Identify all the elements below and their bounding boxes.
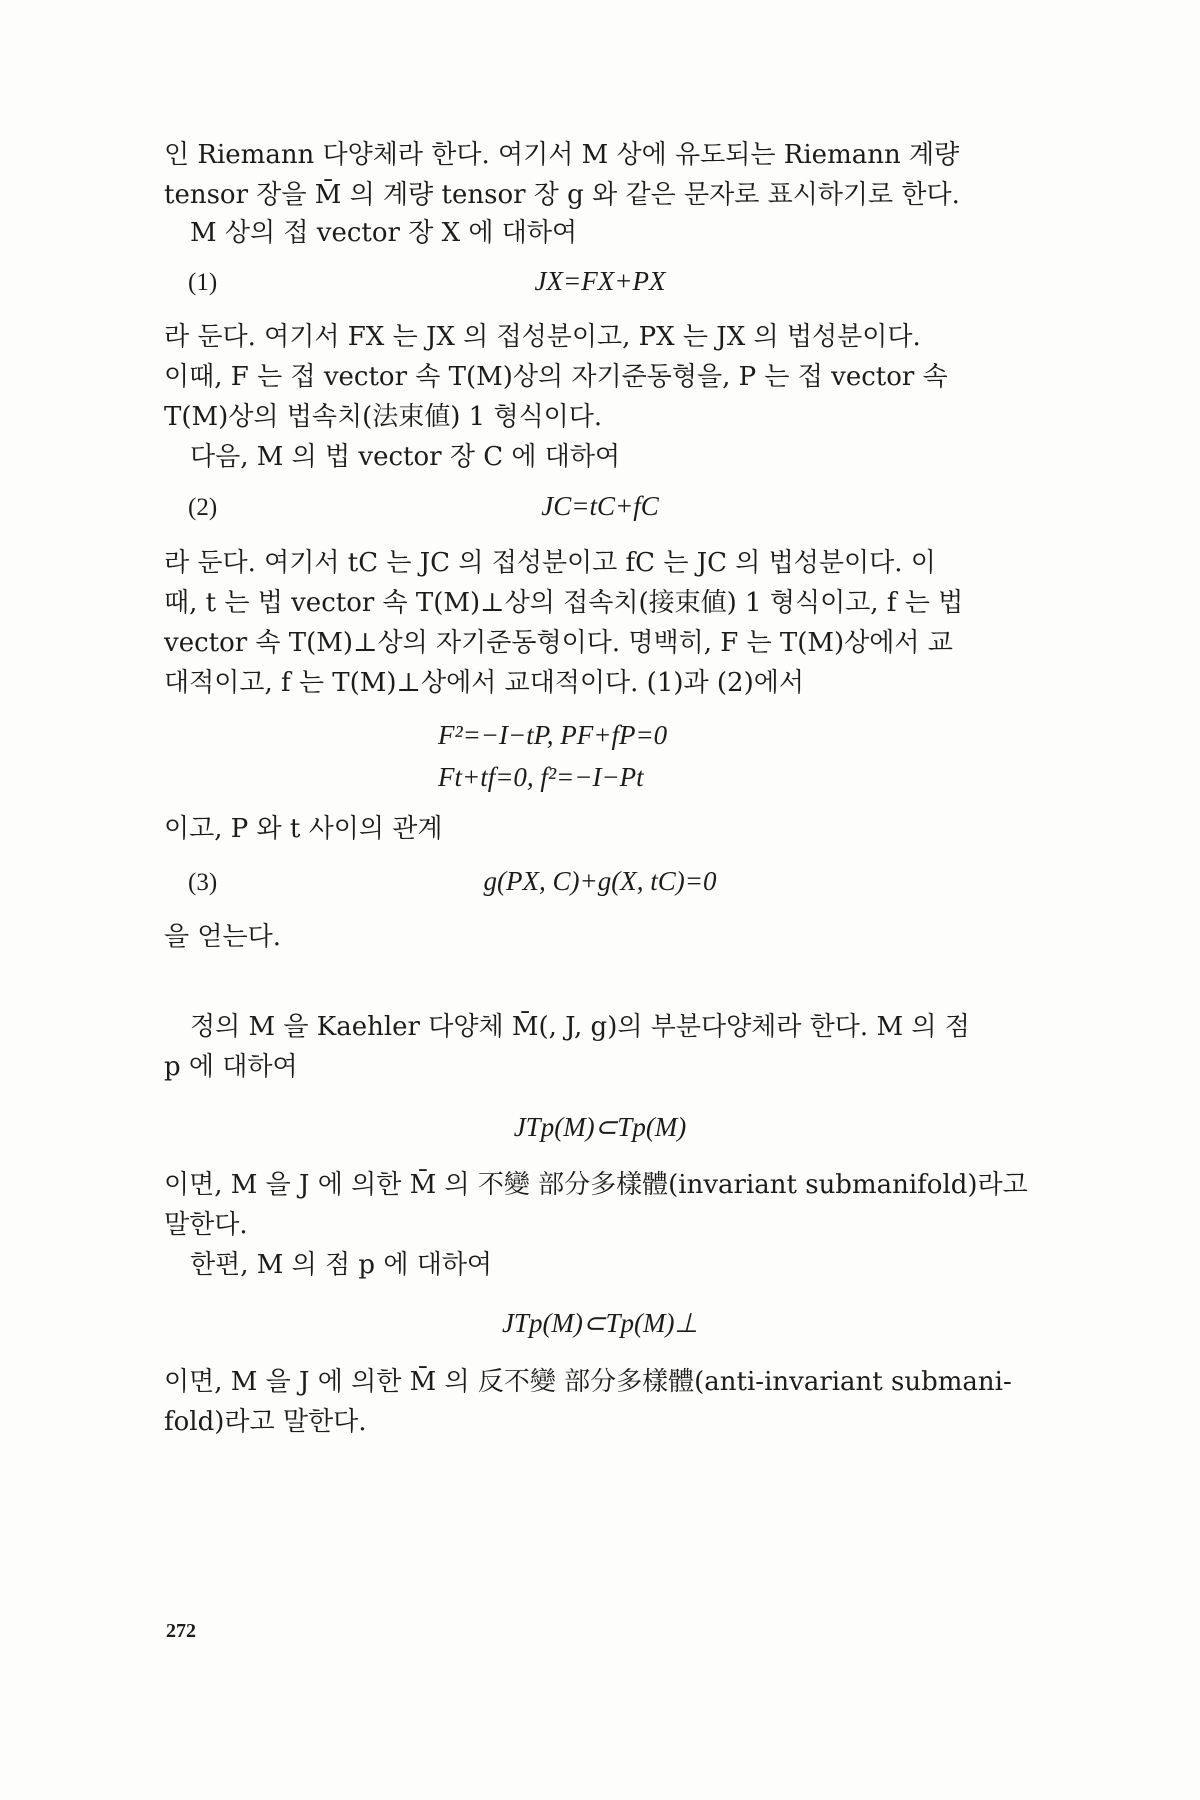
text-line: 이고, P 와 t 사이의 관계 [164, 814, 443, 844]
equation: JX=FX+PX [534, 266, 666, 296]
text-line: M 상의 접 vector 장 X 에 대하여 [190, 218, 578, 248]
equation-number: (3) [188, 869, 218, 896]
equation-number: (2) [188, 494, 218, 521]
equation: Ft+tf=0, f²=−I−Pt [438, 762, 644, 792]
equation-number: (1) [188, 269, 218, 296]
text-line: 인 Riemann 다양체라 한다. 여기서 M 상에 유도되는 Riemann 계량 [164, 140, 960, 170]
text-line: 때, t 는 법 vector 속 T(M)⊥상의 접속치(接束値) 1 형식이고, f 는 법 [164, 588, 964, 618]
text-line: 이면, M 을 J 에 의한 M̄ 의 反不變 部分多樣體(anti-invariant submani- [164, 1367, 1012, 1397]
equation: JTp(M)⊂Tp(M)⊥ [501, 1308, 699, 1338]
text-line: T(M)상의 법속치(法束値) 1 형식이다. [164, 402, 603, 432]
text-line: vector 속 T(M)⊥상의 자기준동형이다. 명백히, F 는 T(M)상에서 교 [164, 628, 953, 658]
text-line: fold)라고 말한다. [164, 1407, 367, 1437]
definition-line: 정의 M 을 Kaehler 다양체 M̄(, J, g)의 부분다양체라 한다. M 의 점 [190, 1012, 970, 1042]
text-line: p 에 대하여 [164, 1052, 298, 1082]
text-line: 대적이고, f 는 T(M)⊥상에서 교대적이다. (1)과 (2)에서 [164, 668, 804, 698]
page-number: 272 [166, 1620, 196, 1642]
text-line: 말한다. [164, 1210, 248, 1240]
text-line: 라 둔다. 여기서 FX 는 JX 의 접성분이고, PX 는 JX 의 법성분이다. [164, 322, 921, 352]
text-line: 다음, M 의 법 vector 장 C 에 대하여 [190, 442, 621, 472]
equation: g(PX, C)+g(X, tC)=0 [483, 866, 717, 896]
equation: JTp(M)⊂Tp(M) [513, 1112, 687, 1142]
text-line: 라 둔다. 여기서 tC 는 JC 의 접성분이고 fC 는 JC 의 법성분이다. 이 [164, 548, 936, 578]
text-line: 한편, M 의 점 p 에 대하여 [190, 1250, 493, 1280]
text-line: 이때, F 는 접 vector 속 T(M)상의 자기준동형을, P 는 접 vector 속 [164, 362, 948, 392]
text-line: 이면, M 을 J 에 의한 M̄ 의 不變 部分多樣體(invariant submanifold)라고 [164, 1170, 1028, 1200]
text-line: tensor 장을 M̄ 의 계량 tensor 장 g 와 같은 문자로 표시하기로 한다. [164, 180, 960, 210]
text-line: 을 얻는다. [164, 922, 281, 952]
equation: JC=tC+fC [541, 491, 659, 521]
equation: F²=−I−tP, PF+fP=0 [438, 720, 668, 750]
